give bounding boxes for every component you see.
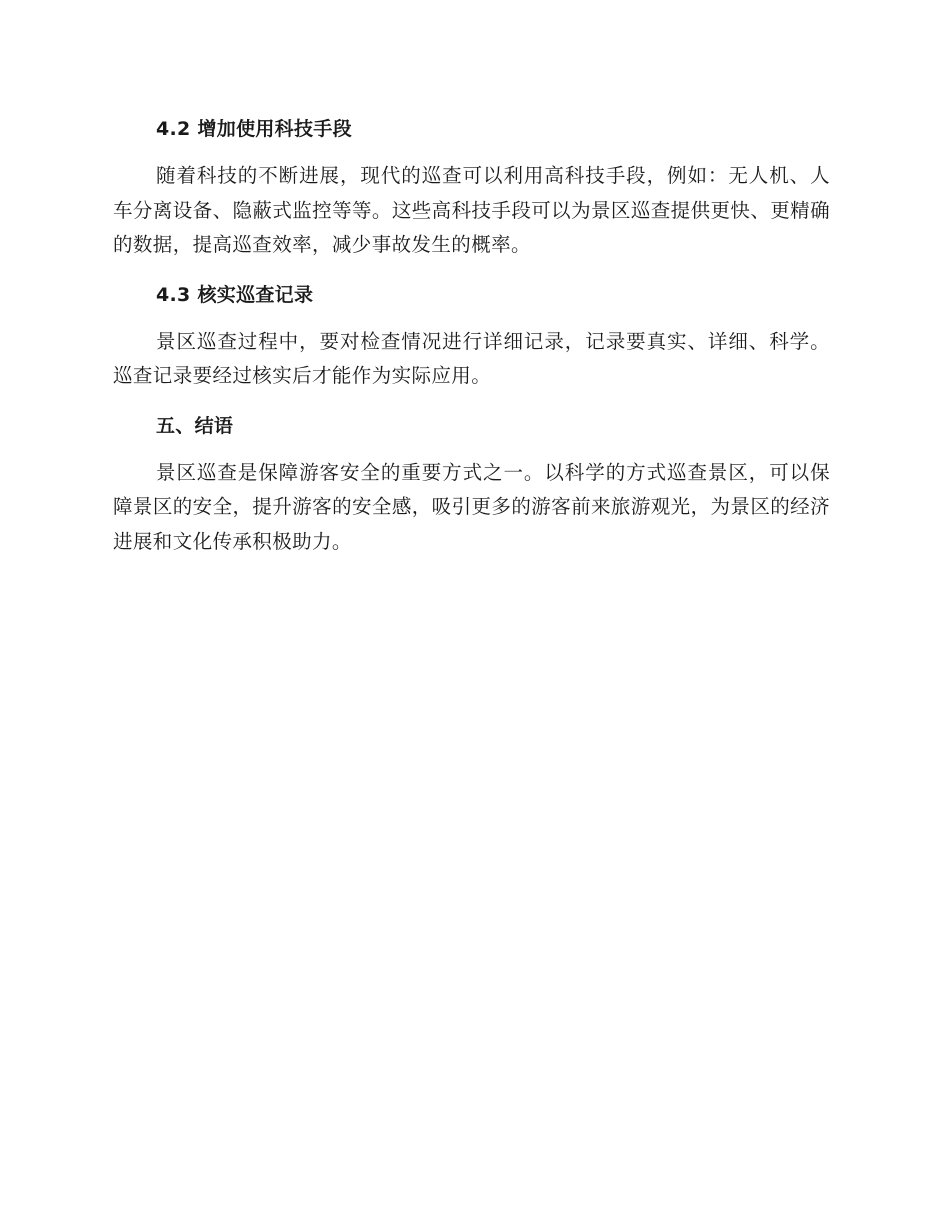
section-heading-conclusion: 五、结语 bbox=[156, 414, 234, 437]
section-body-conclusion: 景区巡查是保障游客安全的重要方式之一。以科学的方式巡查景区，可以保障景区的安全，提升游客的安全感，吸引更多的游客前来旅游观光，为景区的经济进展和文化传承积极助力。 bbox=[113, 460, 830, 553]
section-heading-4-2: 4.2 增加使用科技手段 bbox=[156, 118, 352, 140]
section-body-4-3: 景区巡查过程中，要对检查情况进行详细记录，记录要真实、详细、科学。巡查记录要经过核实后才能作为实际应用。 bbox=[113, 329, 830, 387]
section-heading-4-3: 4.3 核实巡查记录 bbox=[156, 283, 314, 306]
section-body-4-2: 随着科技的不断进展，现代的巡查可以利用高科技手段，例如：无人机、人车分离设备、隐蔽式监控等等。这些高科技手段可以为景区巡查提供更快、更精确的数据，提高巡查效率，减少事故发生的概率。 bbox=[113, 164, 830, 256]
